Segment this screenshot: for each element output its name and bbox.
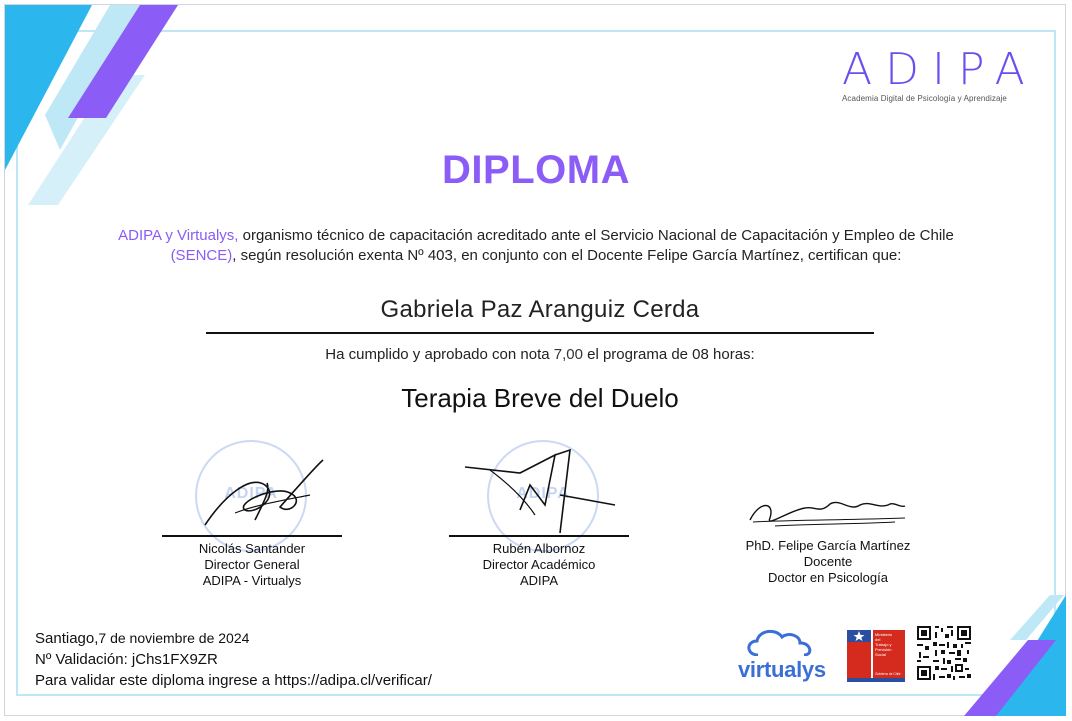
grade-statement <box>0 346 1072 363</box>
svg-text:Ministerio: Ministerio <box>875 632 893 637</box>
svg-text:del: del <box>875 637 881 642</box>
signatory-block-1 <box>162 535 342 589</box>
seal-2-text: ADIPA <box>516 485 570 503</box>
signature-3 <box>745 490 915 535</box>
certification-statement <box>96 226 976 266</box>
verify-url[interactable]: https://adipa.cl/verificar/ <box>274 672 432 689</box>
verify-row <box>35 670 432 691</box>
qr-code[interactable] <box>915 624 973 682</box>
signatory-2-org: ADIPA <box>519 573 559 588</box>
adipa-logo <box>842 46 1042 103</box>
svg-text:Trabajo y: Trabajo y <box>875 642 892 647</box>
signature-2 <box>460 445 620 540</box>
signatory-1-role: Director General <box>204 557 300 572</box>
signatory-2-role: Director Académico <box>482 557 596 572</box>
recipient-name: Gabriela Paz Aranguiz Cerda <box>380 296 700 323</box>
issue-place-date <box>35 628 432 649</box>
virtualys-logo <box>738 628 838 683</box>
verify-text: Para validar este diploma ingrese a <box>35 672 271 689</box>
signatory-3-org: Doctor en Psicología <box>768 570 888 585</box>
sence-text: (SENCE) <box>170 247 233 264</box>
svg-text:Previsión: Previsión <box>875 647 892 652</box>
statement-part-2: , según resolución exenta Nº 403, en conjunto con el Docente Felipe García Martínez, certifican que: <box>232 247 902 264</box>
adipa-logo-word: ADIPA <box>842 44 1038 95</box>
validation-code: jChs1FX9ZR <box>131 651 218 668</box>
validation-row <box>35 649 432 670</box>
svg-text:Social: Social <box>875 652 886 657</box>
signatory-2-name: Rubén Albornoz <box>492 541 586 556</box>
name-underline <box>206 332 874 334</box>
grade-value: 7,00 <box>553 346 583 363</box>
issue-date: 7 de noviembre de 2024 <box>98 630 250 646</box>
ministry-logo <box>845 628 907 684</box>
signature-1 <box>195 455 330 535</box>
diploma-title: DIPLOMA <box>442 148 630 192</box>
course-name: Terapia Breve del Duelo <box>401 383 679 413</box>
footer-info <box>35 628 432 691</box>
grade-suffix: el programa de 08 horas: <box>582 346 755 363</box>
adipa-logo-subtitle: Academia Digital de Psicología y Aprendizaje <box>842 94 1007 103</box>
issue-place: Santiago, <box>35 630 99 647</box>
validation-label: Nº Validación: <box>35 651 128 668</box>
signature-line-2 <box>449 535 629 537</box>
statement-part-1: organismo técnico de capacitación acreditado ante el Servicio Nacional de Capacitación y Empleo de Chile <box>238 227 954 244</box>
svg-text:Gobierno de Chile: Gobierno de Chile <box>875 672 901 676</box>
signatory-1-org: ADIPA - Virtualys <box>202 573 302 588</box>
signatory-3-role: Docente <box>803 554 853 569</box>
seal-1-text: ADIPA <box>224 485 278 503</box>
cloud-icon <box>744 628 834 656</box>
institutions-text: ADIPA y Virtualys, <box>118 227 239 244</box>
virtualys-wordmark: virtualys <box>738 657 826 682</box>
signatory-1-name: Nicolás Santander <box>198 541 306 556</box>
signatory-3-name: PhD. Felipe García Martínez <box>745 538 911 553</box>
signatory-block-2 <box>449 535 629 589</box>
signatory-block-3 <box>738 534 918 586</box>
grade-prefix: Ha cumplido y aprobado con nota <box>325 346 554 363</box>
signature-line-1 <box>162 535 342 537</box>
